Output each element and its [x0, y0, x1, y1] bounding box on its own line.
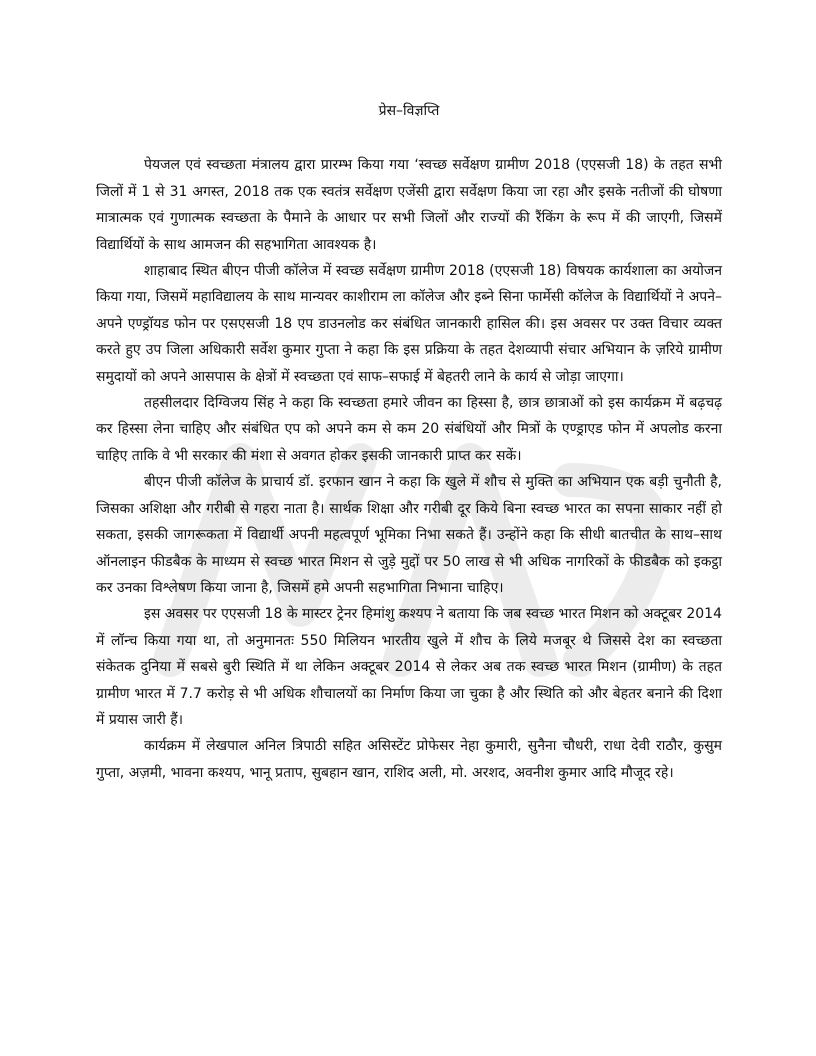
paragraph-4: बीएन पीजी कॉलेज के प्राचार्य डॉ. इरफान खान ने कहा कि खुले में शौच से मुक्ति का अभियान एक बड़ी चुनौती है, जिसका अशिक्षा और गरीबी से गहरा नाता है। सार्थक शिक्षा और गरीबी दूर किये बिना स्वच्छ भारत का सपना साकार नहीं हो सकता, इसकी जागरूकता में विद्यार्थी अपनी महत्वपूर्ण भूमिका निभा सकते हैं। उन्होंने कहा कि सीधी बातचीत के साथ–साथ ऑनलाइन फीडबैक के माध्यम से स्वच्छ भारत मिशन से जुड़े मुद्दों पर 50 लाख से भी अधिक नागरिकों के फीडबैक को इकट्ठा कर उनका विश्लेषण किया जाना है, जिसमें हमे अपनी सहभागिता निभाना चाहिए। [96, 474, 722, 596]
paragraph-2: शाहाबाद स्थित बीएन पीजी कॉलेज में स्वच्छ सर्वेक्षण ग्रामीण 2018 (एएसजी 18) विषयक कार्यशाला का अयोजन किया गया, जिसमें महाविद्यालय के साथ मान्यवर काशीराम ला कॉलेज और इब्ने सिना फार्मेसी कॉलेज के विद्यार्थियों ने अपने–अपने एण्ड्रॉयड फोन पर एसएसजी 18 एप डाउनलोड कर संबंधित जानकारी हासिल की। इस अवसर पर उक्त विचार व्यक्त करते हुए उप जिला अधिकारी सर्वेश कुमार गुप्ता ने कहा कि इस प्रक्रिया के तहत देशव्यापी संचार अभियान के ज़रिये ग्रामीण समुदायों को अपने आसपास के क्षेत्रों में स्वच्छता एवं साफ–सफाई में बेहतरी लाने के कार्य से जोड़ा जाएगा। [96, 263, 722, 385]
paragraph-1: पेयजल एवं स्वच्छता मंत्रालय द्वारा प्रारम्भ किया गया ‘स्वच्छ सर्वेक्षण ग्रामीण 2018 (एएसजी 18) के तहत सभी जिलों में 1 से 31 अगस्त, 2018 तक एक स्वतंत्र सर्वेक्षण एजेंसी द्वारा सर्वेक्षण किया जा रहा और इसके नतीजों की घोषणा मात्रात्मक एवं गुणात्मक स्वच्छता के पैमाने के आधार पर सभी जिलों और राज्यों की रैंकिंग के रूप में की जाएगी, जिसमें विद्यार्थियों के साथ आमजन की सहभागिता आवश्यक है। [96, 157, 722, 253]
press-release-body [96, 98, 722, 786]
paragraph-3: तहसीलदार दिग्विजय सिंह ने कहा कि स्वच्छता हमारे जीवन का हिस्सा है, छात्र छात्राओं को इस कार्यक्रम में बढ़चढ़ कर हिस्सा लेना चाहिए और संबंधित एप को अपने कम से कम 20 संबंधियों और मित्रों के एण्ड्राएड फोन में अपलोड करना चाहिए ताकि वे भी सरकार की मंशा से अवगत होकर इसकी जानकारी प्राप्त कर सकें। [96, 395, 722, 464]
document-title: प्रेस–विज्ञप्ति [378, 103, 440, 119]
paragraph-6: कार्यक्रम में लेखपाल अनिल त्रिपाठी सहित असिस्टेंट प्रोफेसर नेहा कुमारी, सुनैना चौधरी, राधा देवी राठौर, कुसुम गुप्ता, अज़मी, भावना कश्यप, भानू प्रताप, सुबहान खान, राशिद अली, मो. अरशद, अवनीश कुमार आदि मौजूद रहे। [96, 738, 722, 781]
paragraph-5: इस अवसर पर एएसजी 18 के मास्टर ट्रेनर हिमांशु कश्यप ने बताया कि जब स्वच्छ भारत मिशन को अक्टूबर 2014 में लॉन्च किया गया था, तो अनुमानतः 550 मिलियन भारतीय खुले में शौच के लिये मजबूर थे जिससे देश का स्वच्छता संकेतक दुनिया में सबसे बुरी स्थिति में था लेकिन अक्टूबर 2014 से लेकर अब तक स्वच्छ भारत मिशन (ग्रामीण) के तहत ग्रामीण भारत में 7.7 करोड़ से भी अधिक शौचालयों का निर्माण किया जा चुका है और स्थिति को और बेहतर बनाने की दिशा में प्रयास जारी हैं। [96, 606, 722, 728]
